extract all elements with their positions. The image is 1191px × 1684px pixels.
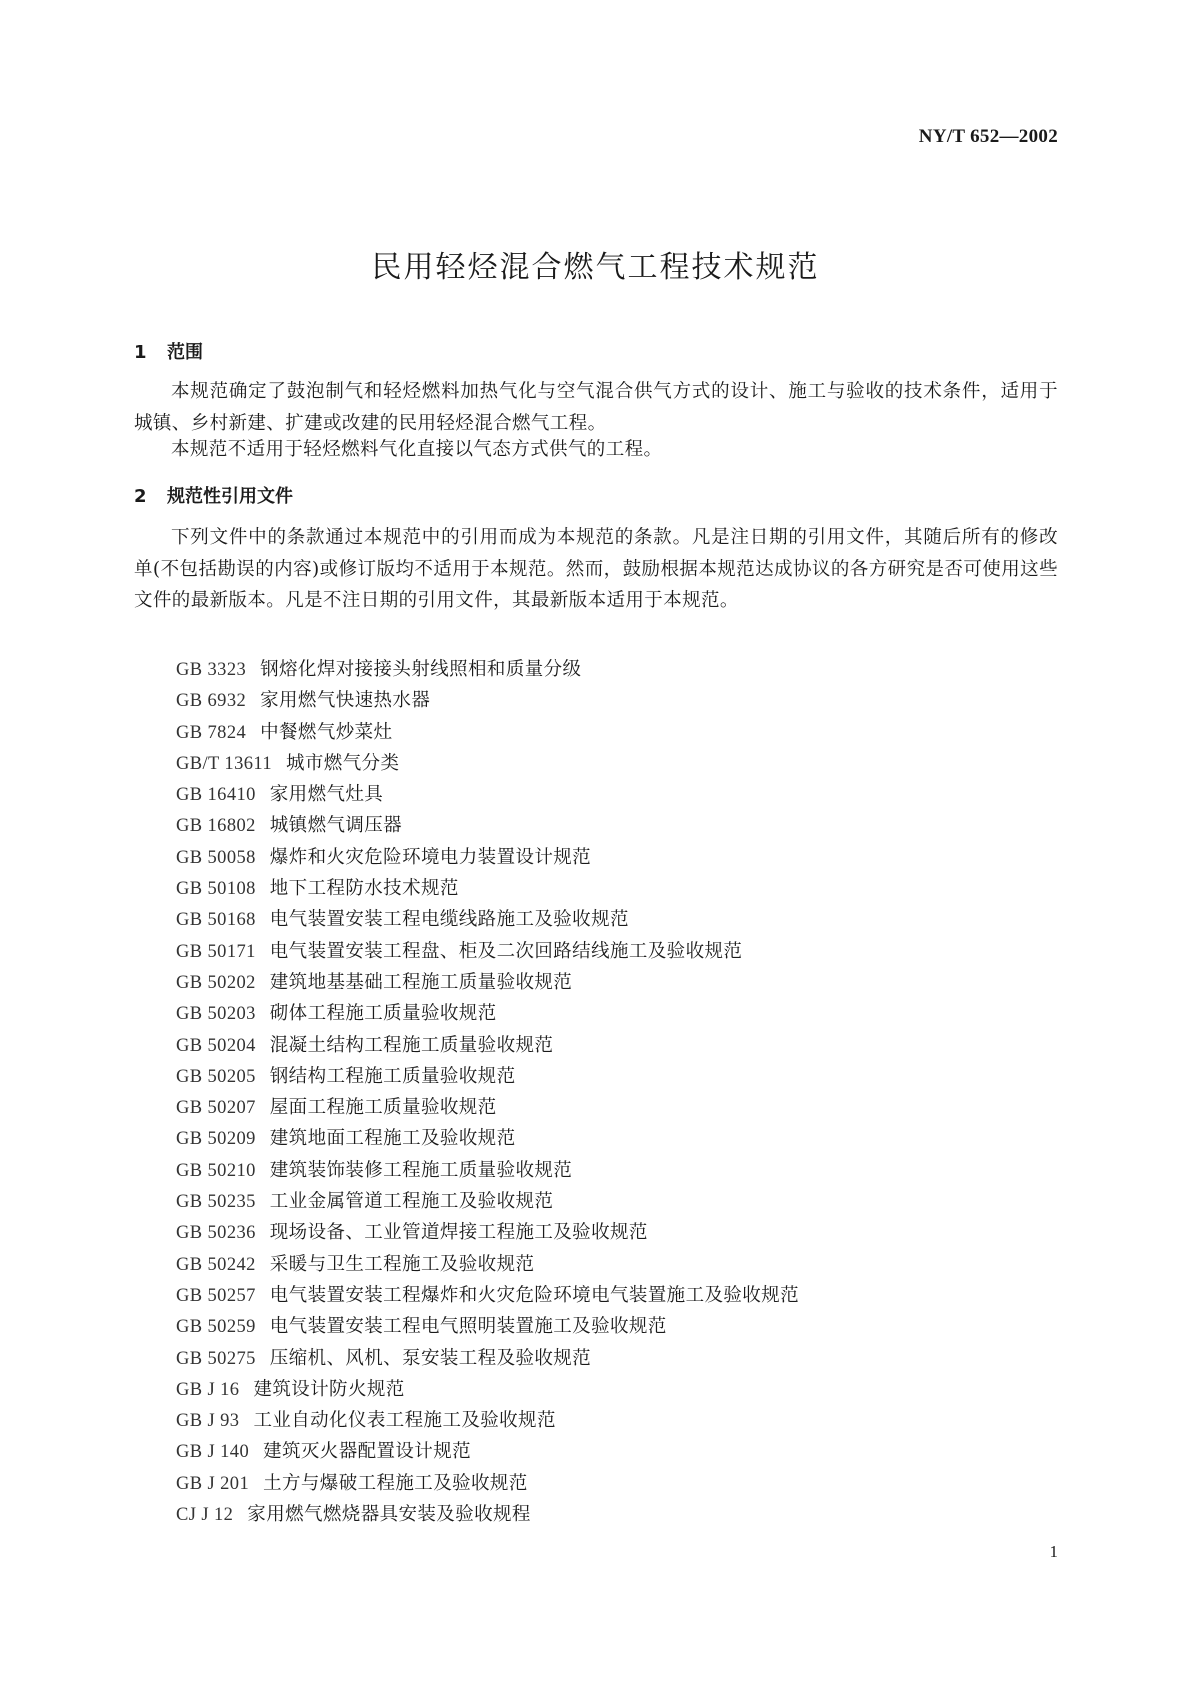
reference-item [176, 1030, 799, 1061]
reference-item [176, 1061, 799, 1092]
section-title: 范围 [167, 342, 203, 363]
reference-item [176, 904, 799, 935]
reference-code: GB 50257 [176, 1285, 256, 1306]
reference-code: GB 50204 [176, 1035, 256, 1056]
reference-code: GB 50236 [176, 1223, 256, 1244]
reference-title: 建筑装饰装修工程施工质量验收规范 [269, 1159, 573, 1181]
reference-title: 土方与爆破工程施工及验收规范 [263, 1472, 528, 1494]
reference-title: 钢熔化焊对接接头射线照相和质量分级 [260, 659, 582, 680]
reference-title: 工业金属管道工程施工及验收规范 [269, 1191, 554, 1213]
reference-title: 中餐燃气炒菜灶 [260, 721, 393, 743]
reference-title: 电气装置安装工程盘、柜及二次回路结线施工及验收规范 [269, 940, 743, 962]
reference-code: GB 7824 [176, 722, 247, 743]
reference-title: 钢结构工程施工质量验收规范 [269, 1065, 516, 1087]
section-title: 规范性引用文件 [167, 486, 293, 507]
reference-title: 电气装置安装工程爆炸和火灾危险环境电气装置施工及验收规范 [269, 1284, 799, 1306]
reference-item [176, 810, 799, 841]
reference-item [176, 1249, 799, 1280]
reference-code: GB 6932 [176, 691, 247, 712]
reference-item [176, 1374, 799, 1405]
reference-item [176, 1217, 799, 1248]
reference-code: GB 50259 [176, 1317, 256, 1338]
reference-code: GB 50202 [176, 972, 256, 993]
reference-item [176, 779, 799, 810]
reference-item [176, 998, 799, 1029]
reference-title: 屋面工程施工质量验收规范 [269, 1097, 497, 1119]
section-number: 2 [134, 486, 147, 507]
standard-code: NY/T 652—2002 [918, 126, 1058, 147]
section-2-heading [134, 482, 293, 508]
reference-title: 现场设备、工业管道焊接工程施工及验收规范 [269, 1222, 648, 1244]
section-number: 1 [134, 342, 147, 363]
section-1-heading [134, 338, 203, 364]
reference-code: GB 50210 [176, 1160, 256, 1181]
reference-item [176, 654, 799, 685]
reference-title: 工业自动化仪表工程施工及验收规范 [253, 1410, 556, 1432]
reference-title: 家用燃气燃烧器具安装及验收规程 [247, 1504, 531, 1526]
reference-code: CJ J 12 [176, 1505, 234, 1526]
reference-code: GB 50209 [176, 1129, 256, 1150]
reference-item [176, 1280, 799, 1311]
reference-item [176, 1155, 799, 1186]
reference-item [176, 936, 799, 967]
reference-code: GB 50207 [176, 1098, 256, 1119]
reference-item [176, 842, 799, 873]
reference-title: 建筑地面工程施工及验收规范 [269, 1128, 516, 1150]
reference-code: GB 50108 [176, 879, 256, 900]
reference-title: 城市燃气分类 [286, 752, 400, 774]
reference-code: GB J 140 [176, 1442, 250, 1463]
reference-item [176, 873, 799, 904]
reference-title: 电气装置安装工程电缆线路施工及验收规范 [269, 909, 629, 931]
reference-title: 建筑设计防火规范 [253, 1378, 405, 1400]
reference-title: 采暖与卫生工程施工及验收规范 [269, 1253, 535, 1275]
reference-code: GB 50242 [176, 1254, 256, 1275]
reference-code: GB J 93 [176, 1411, 240, 1432]
paragraph: 本规范确定了鼓泡制气和轻烃燃料加热气化与空气混合供气方式的设计、施工与验收的技术条件，适用于城镇、乡村新建、扩建或改建的民用轻烃混合燃气工程。 [134, 381, 1058, 434]
reference-title: 家用燃气快速热水器 [260, 690, 431, 712]
reference-title: 城镇燃气调压器 [269, 815, 403, 837]
reference-code: GB 50058 [176, 847, 256, 868]
reference-title: 建筑灭火器配置设计规范 [263, 1441, 472, 1463]
reference-title: 混凝土结构工程施工质量验收规范 [269, 1034, 554, 1056]
reference-item [176, 748, 799, 779]
reference-code: GB 16802 [176, 816, 256, 837]
reference-title: 电气装置安装工程电气照明装置施工及验收规范 [269, 1316, 667, 1338]
reference-item [176, 1436, 799, 1467]
reference-item [176, 1092, 799, 1123]
reference-title: 压缩机、风机、泵安装工程及验收规范 [269, 1347, 592, 1369]
reference-code: GB J 201 [176, 1473, 250, 1494]
reference-item [176, 717, 799, 748]
reference-code: GB 50203 [176, 1004, 256, 1025]
reference-title: 砌体工程施工质量验收规范 [269, 1003, 497, 1025]
reference-title: 家用燃气灶具 [269, 784, 384, 806]
paragraph: 下列文件中的条款通过本规范中的引用而成为本规范的条款。凡是注日期的引用文件，其随后所有的修改单(不包括勘误的内容)或修订版均不适用于本规范。然而，鼓励根据本规范达成协议的各方研究是否可使用这些文件的最新版本。凡是不注日期的引用文件，其最新版本适用于本规范。 [134, 527, 1058, 611]
reference-title: 爆炸和火灾危险环境电力装置设计规范 [269, 846, 592, 868]
reference-item [176, 1123, 799, 1154]
reference-item [176, 967, 799, 998]
reference-code: GB J 16 [176, 1379, 240, 1400]
reference-code: GB 50171 [176, 941, 256, 962]
reference-code: GB 16410 [176, 785, 256, 806]
reference-code: GB 50168 [176, 910, 256, 931]
reference-code: GB 50275 [176, 1348, 256, 1369]
reference-item [176, 1499, 799, 1530]
reference-list [176, 654, 799, 1530]
reference-code: GB 50235 [176, 1192, 256, 1213]
reference-item [176, 1311, 799, 1342]
document-title: 民用轻烃混合燃气工程技术规范 [371, 250, 820, 285]
reference-item [176, 1186, 799, 1217]
paragraph: 本规范不适用于轻烃燃料气化直接以气态方式供气的工程。 [171, 439, 663, 460]
reference-item [176, 685, 799, 716]
reference-code: GB 50205 [176, 1066, 256, 1087]
reference-code: GB 3323 [176, 660, 247, 680]
reference-title: 建筑地基基础工程施工质量验收规范 [269, 971, 573, 993]
reference-title: 地下工程防水技术规范 [269, 878, 459, 900]
reference-code: GB/T 13611 [176, 753, 272, 774]
page-number: 1 [1049, 1542, 1058, 1561]
reference-item [176, 1343, 799, 1374]
reference-item [176, 1405, 799, 1436]
reference-item [176, 1468, 799, 1499]
